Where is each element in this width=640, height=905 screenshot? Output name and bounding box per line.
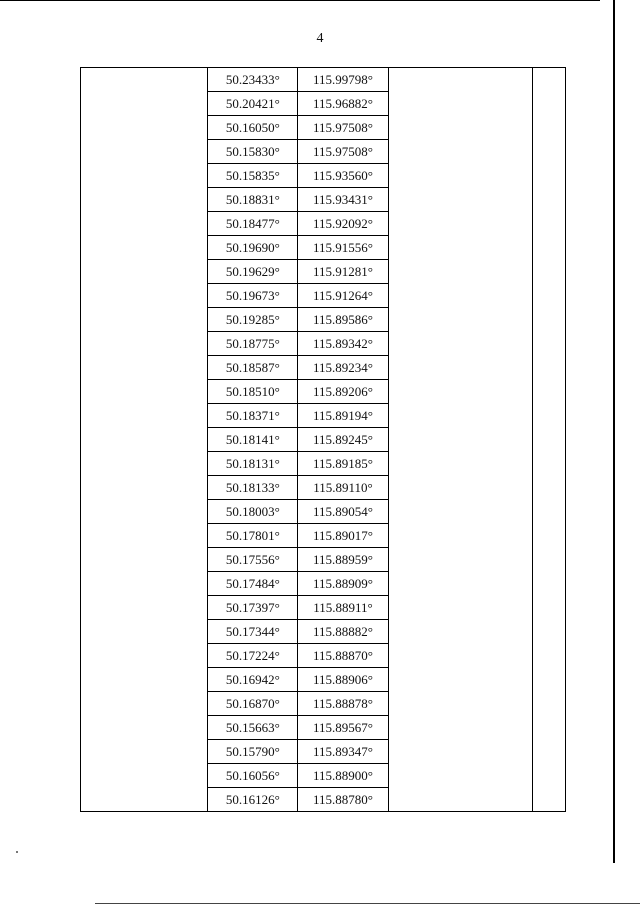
latitude-cell: 50.18131° — [208, 452, 298, 476]
longitude-cell: 115.88959° — [298, 548, 388, 572]
longitude-cell: 115.93431° — [298, 188, 388, 212]
longitude-cell: 115.89342° — [298, 332, 388, 356]
latitude-cell: 50.18775° — [208, 332, 298, 356]
latitude-cell: 50.17801° — [208, 524, 298, 548]
longitude-cell: 115.89567° — [298, 716, 388, 740]
longitude-cell: 115.89194° — [298, 404, 388, 428]
longitude-cell: 115.89017° — [298, 524, 388, 548]
latitude-cell: 50.17484° — [208, 572, 298, 596]
longitude-cell: 115.93560° — [298, 164, 388, 188]
scan-artifact-dot — [16, 851, 18, 853]
latitude-cell: 50.18371° — [208, 404, 298, 428]
latitude-cell: 50.16126° — [208, 788, 298, 812]
latitude-cell: 50.18141° — [208, 428, 298, 452]
longitude-cell: 115.89586° — [298, 308, 388, 332]
longitude-cell: 115.99798° — [298, 68, 388, 92]
page-bottom-border — [95, 903, 640, 904]
latitude-cell: 50.15830° — [208, 140, 298, 164]
empty-right-cell — [532, 68, 565, 812]
longitude-cell: 115.88900° — [298, 764, 388, 788]
latitude-cell: 50.17556° — [208, 548, 298, 572]
page-top-border — [0, 0, 600, 1]
latitude-cell: 50.16056° — [208, 764, 298, 788]
latitude-cell: 50.18831° — [208, 188, 298, 212]
longitude-cell: 115.89185° — [298, 452, 388, 476]
latitude-cell: 50.19673° — [208, 284, 298, 308]
latitude-cell: 50.18133° — [208, 476, 298, 500]
latitude-cell: 50.19285° — [208, 308, 298, 332]
longitude-cell: 115.89234° — [298, 356, 388, 380]
latitude-cell: 50.17397° — [208, 596, 298, 620]
longitude-cell: 115.91264° — [298, 284, 388, 308]
empty-left-cell — [81, 68, 208, 812]
latitude-cell: 50.16050° — [208, 116, 298, 140]
page-number: 4 — [316, 31, 324, 46]
latitude-cell: 50.19690° — [208, 236, 298, 260]
latitude-cell: 50.16942° — [208, 668, 298, 692]
longitude-cell: 115.89347° — [298, 740, 388, 764]
latitude-cell: 50.17224° — [208, 644, 298, 668]
coordinates-table-body — [81, 68, 566, 812]
latitude-cell: 50.20421° — [208, 92, 298, 116]
longitude-cell: 115.89054° — [298, 500, 388, 524]
longitude-cell: 115.96882° — [298, 92, 388, 116]
coordinates-table — [80, 67, 566, 812]
longitude-cell: 115.88909° — [298, 572, 388, 596]
longitude-cell: 115.89206° — [298, 380, 388, 404]
longitude-cell: 115.97508° — [298, 116, 388, 140]
longitude-cell: 115.91556° — [298, 236, 388, 260]
latitude-cell: 50.18003° — [208, 500, 298, 524]
latitude-cell: 50.17344° — [208, 620, 298, 644]
table-row — [81, 68, 566, 92]
longitude-cell: 115.88870° — [298, 644, 388, 668]
latitude-cell: 50.15663° — [208, 716, 298, 740]
latitude-cell: 50.23433° — [208, 68, 298, 92]
longitude-cell: 115.88882° — [298, 620, 388, 644]
latitude-cell: 50.18510° — [208, 380, 298, 404]
longitude-cell: 115.89110° — [298, 476, 388, 500]
longitude-cell: 115.88780° — [298, 788, 388, 812]
latitude-cell: 50.19629° — [208, 260, 298, 284]
longitude-cell: 115.92092° — [298, 212, 388, 236]
longitude-cell: 115.88911° — [298, 596, 388, 620]
longitude-cell: 115.88906° — [298, 668, 388, 692]
latitude-cell: 50.15835° — [208, 164, 298, 188]
longitude-cell: 115.88878° — [298, 692, 388, 716]
latitude-cell: 50.18587° — [208, 356, 298, 380]
longitude-cell: 115.89245° — [298, 428, 388, 452]
longitude-cell: 115.97508° — [298, 140, 388, 164]
latitude-cell: 50.16870° — [208, 692, 298, 716]
empty-middle-cell — [388, 68, 532, 812]
latitude-cell: 50.18477° — [208, 212, 298, 236]
longitude-cell: 115.91281° — [298, 260, 388, 284]
latitude-cell: 50.15790° — [208, 740, 298, 764]
page-right-border — [613, 0, 615, 863]
